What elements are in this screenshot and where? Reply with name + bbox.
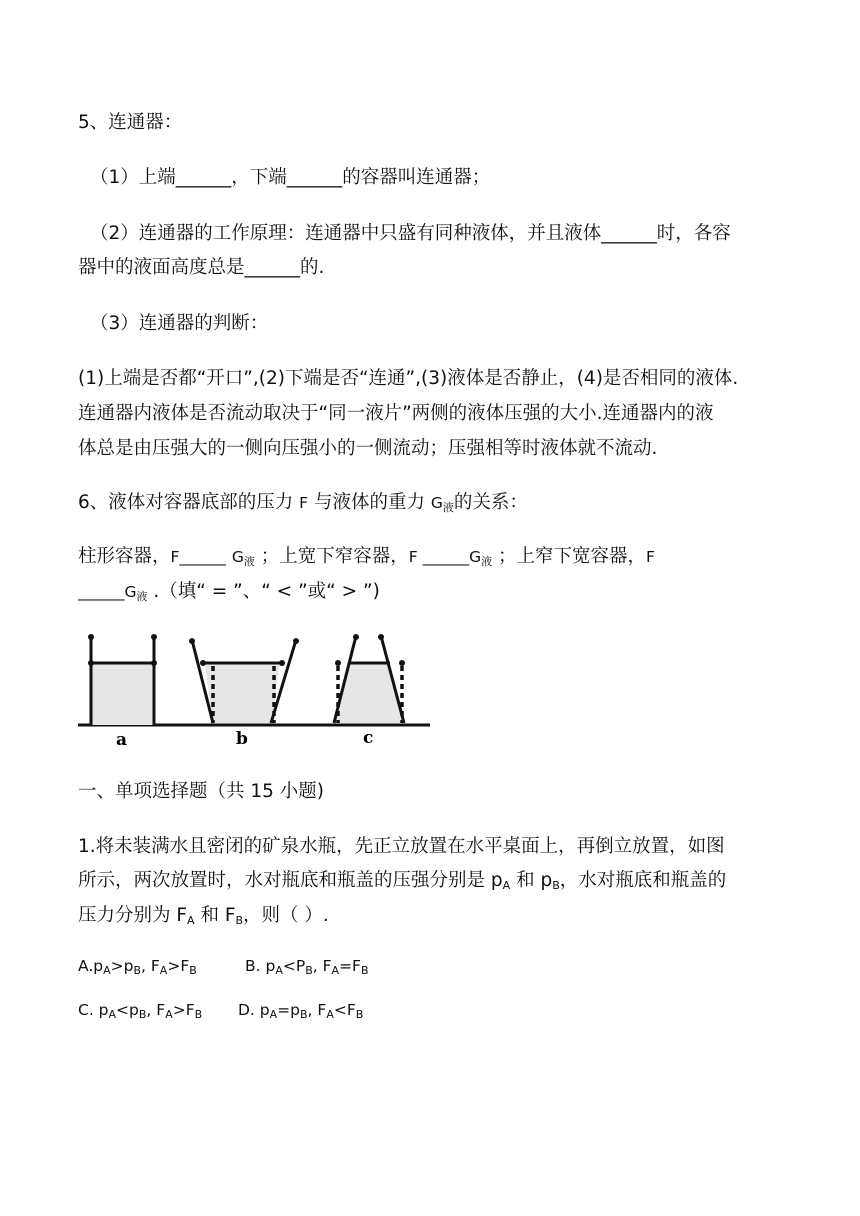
section5-item3: （3）连通器的判断： bbox=[90, 313, 269, 334]
q1-line1: 1.将未装满水且密闭的矿泉水瓶，先正立放置在水平桌面上，再倒立放置，如图 bbox=[78, 836, 725, 857]
fill-blank-line1: 柱形容器，F______ $G_液$ ；上宽下窄容器，F $\_\_\_\_\_\_G_液$ ；上窄下宽容器，F bbox=[78, 546, 655, 568]
option-a[interactable]: $A.p_A>p_B$, $F_A>F_B$ bbox=[78, 957, 197, 977]
container-c bbox=[334, 634, 405, 723]
criteria-line3: 体总是由压强大的一侧向压强小的一侧流动；压强相等时液体就不流动. bbox=[78, 438, 658, 459]
q1-line3: 压力分别为 $F_A$ 和 $F_B$，则（ ）. bbox=[78, 905, 329, 927]
part1-title: 一、单项选择题（共 15 小题) bbox=[78, 781, 325, 802]
option-b[interactable]: B. $p_A<P_B$, $F_A=F_B$ bbox=[245, 957, 369, 977]
fill-blank-line2: $\_\_\_\_\_\_G_液$ .（填“ = ”、“ < ”或“ > ”) bbox=[78, 581, 380, 603]
figure-label-b: b bbox=[236, 729, 248, 749]
section5-item2-line1: （2）连通器的工作原理：连通器中只盛有同种液体，并且液体______时，各容 bbox=[90, 223, 731, 244]
section5-heading: 5、连通器： bbox=[78, 112, 183, 133]
container-a bbox=[88, 634, 157, 725]
containers-figure bbox=[76, 628, 434, 750]
criteria-line2: 连通器内液体是否流动取决于“同一液片”两侧的液体压强的大小.连通器内的液 bbox=[78, 403, 714, 424]
option-c[interactable]: C. $p_A<p_B$, $F_A>F_B$ bbox=[78, 1001, 203, 1021]
section5-item2-line2: 器中的液面高度总是______的. bbox=[78, 257, 325, 278]
section5-item1: （1）上端______，下端______的容器叫连通器； bbox=[90, 167, 491, 188]
container-b bbox=[189, 638, 299, 723]
figure-label-a: a bbox=[116, 730, 128, 750]
option-d[interactable]: D. $p_A=p_B$, $F_A<F_B$ bbox=[238, 1001, 364, 1021]
section6-heading: 6、液体对容器底部的压力 F 与液体的重力 $G_液$的关系： bbox=[78, 492, 528, 514]
q1-line2: 所示，两次放置时，水对瓶底和瓶盖的压强分别是 $p_A$ 和 $p_B$，水对瓶底和瓶盖的 bbox=[78, 870, 727, 892]
figure-label-c: c bbox=[363, 728, 374, 748]
criteria-line1: (1)上端是否都“开口”,(2)下端是否“连通”,(3)液体是否静止，(4)是否相同的液体. bbox=[78, 368, 739, 389]
